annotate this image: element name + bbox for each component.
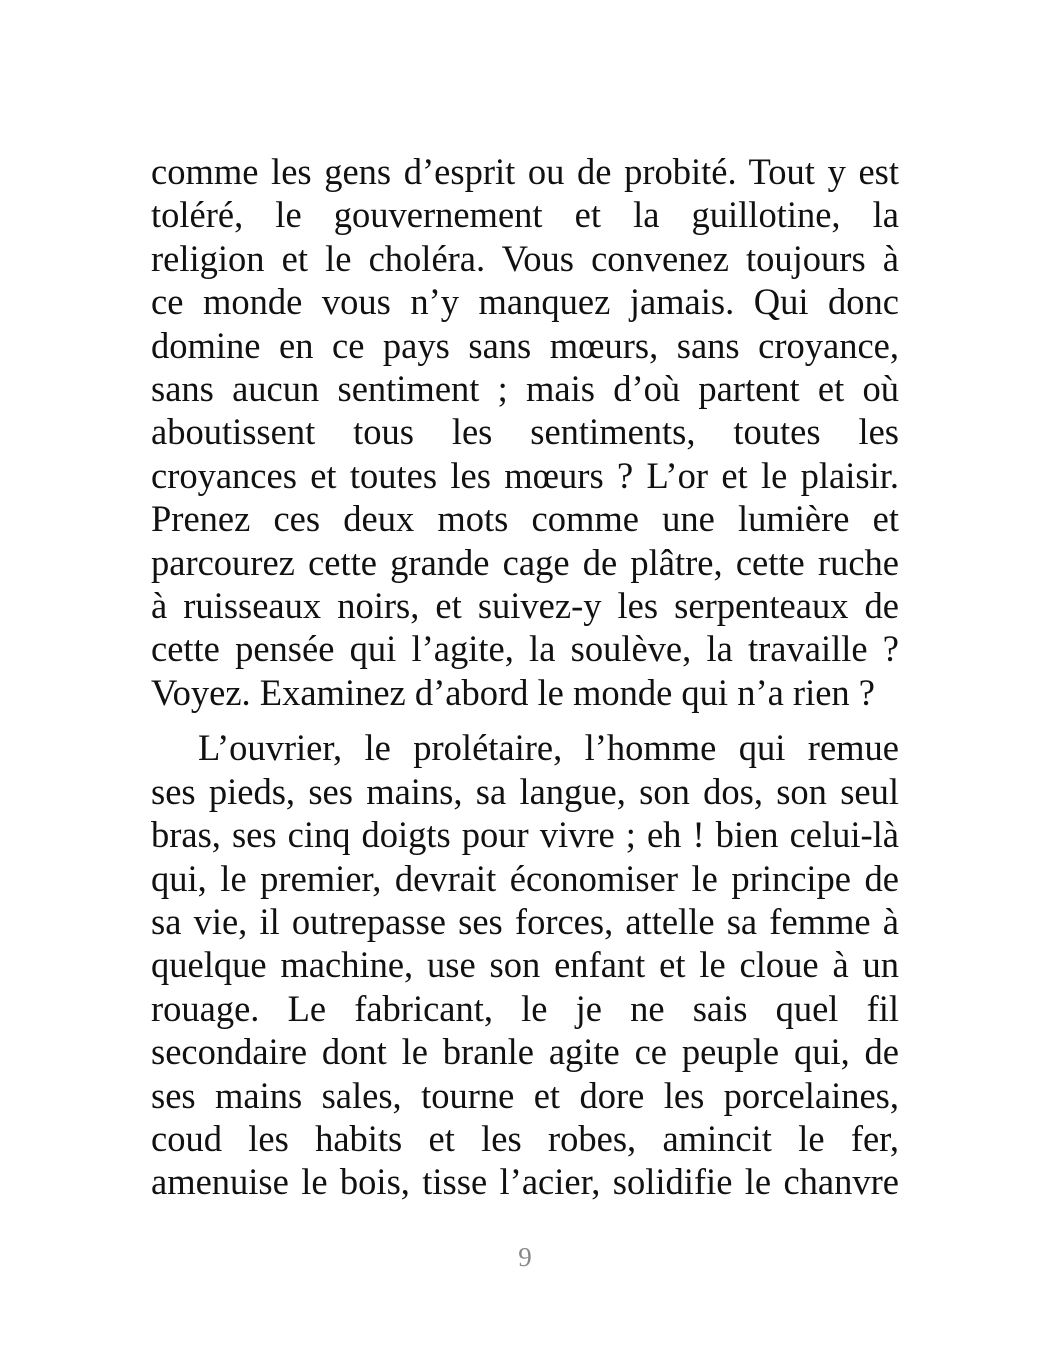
text-line: Voyez. Examinez d’abord le monde qui n’a rien ? (151, 671, 875, 713)
text-line: amenuise le bois, tisse l’acier, solidifie le chanvre (151, 1161, 899, 1203)
page-number: 9 (518, 1242, 532, 1272)
text-line: coud les habits et les robes, amincit le fer, (151, 1117, 899, 1159)
text-line: ses pieds, ses mains, sa langue, son dos, son seul (151, 770, 899, 812)
text-line: rouage. Le fabricant, le je ne sais quel fil (151, 987, 899, 1029)
text-line: comme les gens d’esprit ou de probité. Tout y est (151, 151, 899, 192)
paragraph-1 (151, 150, 899, 714)
text-line: ce monde vous n’y manquez jamais. Qui donc (151, 281, 899, 323)
text-line: religion et le choléra. Vous convenez toujours à (151, 237, 899, 279)
body-text (151, 150, 899, 1204)
text-line: bras, ses cinq doigts pour vivre ; eh ! bien celui-là (151, 814, 899, 856)
text-line: toléré, le gouvernement et la guillotine, la (151, 194, 899, 236)
text-line: sans aucun sentiment ; mais d’où partent et où (151, 368, 899, 410)
text-line: à ruisseaux noirs, et suivez-y les serpenteaux de (151, 585, 899, 627)
text-line: domine en ce pays sans mœurs, sans croyance, (151, 324, 899, 366)
text-line: croyances et toutes les mœurs ? L’or et le plaisir. (151, 454, 899, 496)
text-line: quelque machine, use son enfant et le cloue à un (151, 944, 899, 986)
text-line: aboutissent tous les sentiments, toutes les (151, 411, 899, 453)
text-line: L’ouvrier, le prolétaire, l’homme qui remue (198, 727, 899, 769)
text-line: ses mains sales, tourne et dore les porcelaines, (151, 1074, 899, 1116)
text-line: secondaire dont le branle agite ce peuple qui, de (151, 1031, 899, 1073)
text-line: qui, le premier, devrait économiser le principe de (151, 857, 899, 899)
text-line: cette pensée qui l’agite, la soulève, la travaille ? (151, 628, 899, 670)
text-line: parcourez cette grande cage de plâtre, cette ruche (151, 541, 899, 583)
text-line: sa vie, il outrepasse ses forces, attelle sa femme à (151, 900, 899, 942)
paragraph-2 (151, 726, 899, 1203)
text-line: Prenez ces deux mots comme une lumière et (151, 498, 899, 540)
